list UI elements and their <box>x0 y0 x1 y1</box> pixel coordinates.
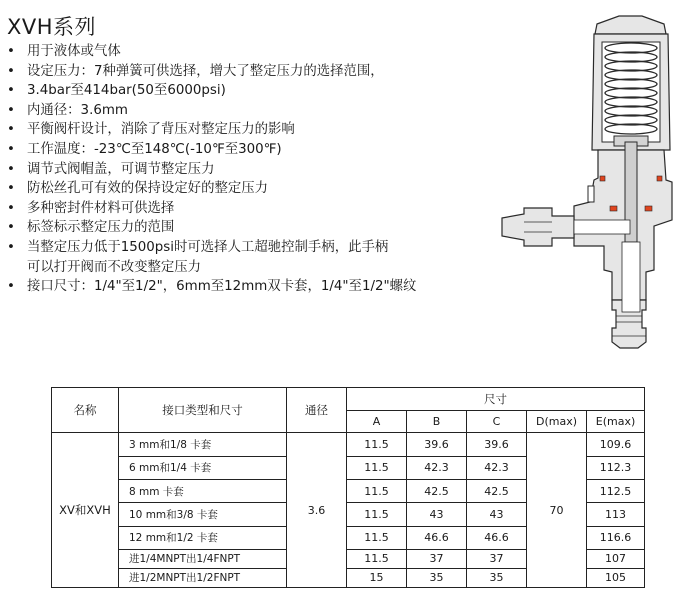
page-title: XVH系列 <box>7 15 97 39</box>
b-cell: 46.6 <box>407 526 467 549</box>
b-cell: 43 <box>407 503 467 526</box>
header-dimensions: 尺寸 <box>347 388 645 411</box>
c-cell: 37 <box>467 549 527 568</box>
a-cell: 11.5 <box>347 433 407 456</box>
feature-item: • 标签标示整定压力的范围 <box>7 218 507 238</box>
table-row <box>52 433 645 456</box>
e-cell: 109.6 <box>587 433 645 456</box>
feature-item: • 平衡阀杆设计，消除了背压对整定压力的影响 <box>7 120 507 140</box>
feature-item: • 多种密封件材料可供选择 <box>7 199 507 219</box>
connection-cell: 12 mm和1/2 卡套 <box>119 526 287 549</box>
c-cell: 42.3 <box>467 456 527 479</box>
e-cell: 105 <box>587 568 645 587</box>
header-d: D(max) <box>527 411 587 433</box>
header-name: 名称 <box>52 388 119 433</box>
b-cell: 37 <box>407 549 467 568</box>
header-b: B <box>407 411 467 433</box>
inlet-passage <box>574 220 630 234</box>
c-cell: 42.5 <box>467 480 527 503</box>
feature-item: • 接口尺寸：1/4"至1/2"，6mm至12mm双卡套，1/4"至1/2"螺纹 <box>7 277 507 297</box>
feature-line: • 当整定压力低于1500psi时可选择人工超驰控制手柄，此手柄 <box>27 239 389 255</box>
feature-item: • 防松丝孔可有效的保持设定好的整定压力 <box>7 179 507 199</box>
b-cell: 35 <box>407 568 467 587</box>
e-cell: 112.3 <box>587 456 645 479</box>
feature-line: 可以打开阀而不改变整定压力 <box>27 259 202 275</box>
orifice-cell: 3.6 <box>287 433 347 588</box>
connection-cell: 6 mm和1/4 卡套 <box>119 456 287 479</box>
a-cell: 11.5 <box>347 456 407 479</box>
a-cell: 11.5 <box>347 549 407 568</box>
b-cell: 42.5 <box>407 480 467 503</box>
c-cell: 39.6 <box>467 433 527 456</box>
connection-cell: 8 mm 卡套 <box>119 480 287 503</box>
outlet-passage <box>622 242 640 312</box>
b-cell: 42.3 <box>407 456 467 479</box>
feature-item-manual-override <box>7 238 507 277</box>
valve-cross-section-drawing <box>494 10 674 355</box>
feature-item: • 内通径：3.6mm <box>7 101 507 121</box>
e-cell: 116.6 <box>587 526 645 549</box>
c-cell: 43 <box>467 503 527 526</box>
feature-item: • 工作温度：-23℃至148℃(-10℉至300℉) <box>7 140 507 160</box>
e-cell: 113 <box>587 503 645 526</box>
inlet-fitting <box>502 208 574 246</box>
header-connection: 接口类型和尺寸 <box>119 388 287 433</box>
feature-item: • 用于液体或气体 <box>7 42 507 62</box>
c-cell: 35 <box>467 568 527 587</box>
a-cell: 11.5 <box>347 503 407 526</box>
header-orifice: 通径 <box>287 388 347 433</box>
e-cell: 112.5 <box>587 480 645 503</box>
header-c: C <box>467 411 527 433</box>
b-cell: 39.6 <box>407 433 467 456</box>
lock-hole <box>588 186 594 202</box>
feature-list <box>7 42 507 297</box>
header-e: E(max) <box>587 411 645 433</box>
spring-cavity <box>602 42 660 142</box>
model-name-cell: XV和XVH <box>52 433 119 588</box>
a-cell: 11.5 <box>347 526 407 549</box>
feature-item: • 设定压力：7种弹簧可供选择，增大了整定压力的选择范围， <box>7 62 507 82</box>
feature-item: • 调节式阀帽盖，可调节整定压力 <box>7 160 507 180</box>
a-cell: 11.5 <box>347 480 407 503</box>
connection-cell: 3 mm和1/8 卡套 <box>119 433 287 456</box>
feature-item: • 3.4bar至414bar(50至6000psi) <box>7 81 507 101</box>
connection-cell: 进1/2MNPT出1/2FNPT <box>119 568 287 587</box>
e-cell: 107 <box>587 549 645 568</box>
a-cell: 15 <box>347 568 407 587</box>
header-a: A <box>347 411 407 433</box>
spec-table <box>51 387 645 588</box>
bonnet-cap <box>595 16 666 34</box>
c-cell: 46.6 <box>467 526 527 549</box>
connection-cell: 进1/4MNPT出1/4FNPT <box>119 549 287 568</box>
connection-cell: 10 mm和3/8 卡套 <box>119 503 287 526</box>
d-cell: 70 <box>527 433 587 588</box>
